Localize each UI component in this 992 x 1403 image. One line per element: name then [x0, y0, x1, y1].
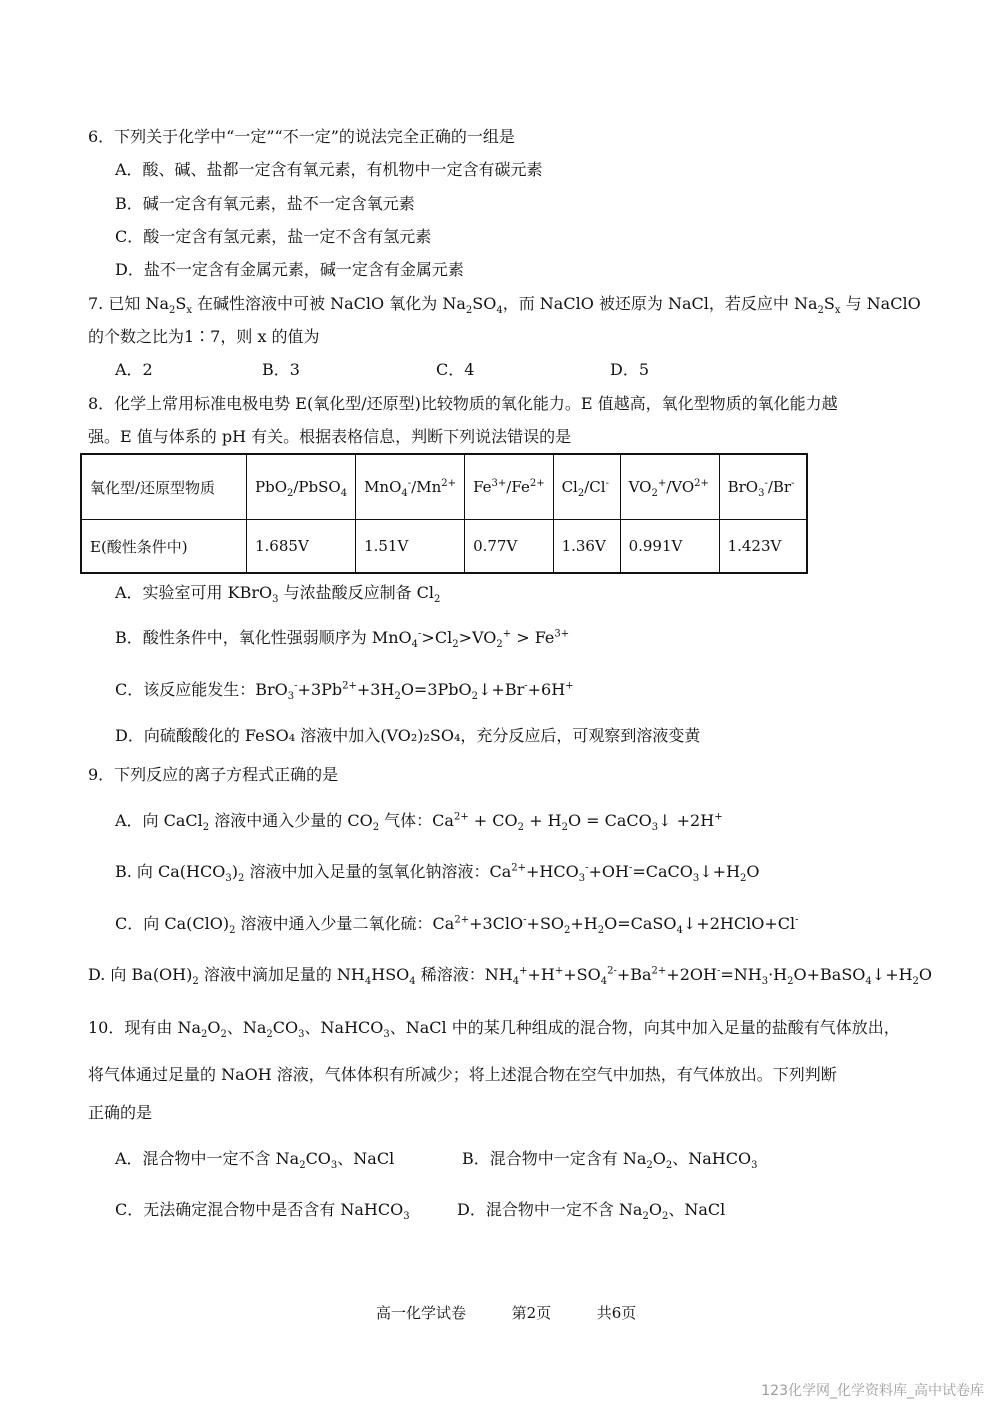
footer-subject: 高一化学试卷 [376, 1304, 467, 1322]
q8-option-c: C．该反应能发生：$BrO_3^-+3Pb^{2+}+3H_2O=3PbO_2↓+Br^-+6H^+$ [115, 680, 574, 703]
table-header-bro3: BrO$_3$-/Br- [719, 454, 807, 520]
q9-stem: 9．下列反应的离子方程式正确的是 [88, 765, 339, 784]
page-footer [376, 1302, 636, 1323]
table-cell: 1.51V [356, 520, 465, 574]
table-header-mno4: $MnO_4^-/Mn^{2+}$ [356, 454, 465, 520]
q10-option-b: B．混合物中一定含有 $Na_2O_2$、NaHCO$_3$ [462, 1149, 758, 1172]
q8-stem-line1: 8．化学上常用标准电极电势 E(氧化型/还原型)比较物质的氧化能力。E 值越高，氧化型物质的氧化能力越 [88, 394, 838, 413]
table-row-label: E(酸性条件中) [81, 520, 247, 574]
table-header-pbo2: PbO$_2$/PbSO$_4$ [247, 454, 356, 520]
q6-option-d: D．盐不一定含有金属元素，碱一定含有金属元素 [115, 260, 464, 279]
q10-stem-line3: 正确的是 [88, 1103, 153, 1122]
footer-page-number: 第2页 [511, 1304, 552, 1322]
q10-option-c: C．无法确定混合物中是否含有 NaHCO$_3$ [115, 1200, 410, 1223]
q10-option-d: D．混合物中一定不含 $Na_2O_2$、NaCl [457, 1200, 726, 1223]
q7-option-b: B．3 [262, 360, 300, 379]
q7-option-a: A．2 [115, 360, 153, 379]
table-cell: 1.423V [719, 520, 807, 574]
q7-option-d: D．5 [610, 360, 650, 379]
q7-option-c: C．4 [436, 360, 475, 379]
q6-option-b: B．碱一定含有氧元素，盐不一定含氧元素 [115, 194, 415, 213]
table-cell: 0.77V [465, 520, 554, 574]
q8-option-d: D．向硫酸酸化的 FeSO₄ 溶液中加入(VO₂)₂SO₄，充分反应后，可观察到溶液变黄 [115, 726, 701, 745]
q6-stem: 6．下列关于化学中“一定”“不一定”的说法完全正确的一组是 [88, 127, 515, 146]
q9-option-c: C．向 $Ca(ClO)_2$ 溶液中通入少量二氧化硫：$Ca^{2+}+3ClO^-+SO_2+H_2O=CaSO_4↓+2HClO+Cl^-$ [115, 914, 799, 937]
table-header-cl2: $Cl_2/Cl^-$ [553, 454, 620, 520]
q8-option-a: A．实验室可用 KBrO$_3$ 与浓盐酸反应制备 $Cl_2$ [115, 583, 441, 606]
q7-stem-line2: 的个数之比为1∶7，则 x 的值为 [88, 327, 320, 346]
table-cell: 0.991V [620, 520, 719, 574]
q8-option-b: B．酸性条件中，氧化性强弱顺序为 $MnO_4^->Cl_2>VO_2^+ > Fe^{3+}$ [115, 628, 570, 651]
table-header-vo2: $VO_2^+/VO^{2+}$ [620, 454, 719, 520]
table-cell: 1.685V [247, 520, 356, 574]
q6-option-a: A．酸、碱、盐都一定含有氧元素，有机物中一定含有碳元素 [115, 160, 543, 179]
table-header-fe: $Fe^{3+}/Fe^{2+}$ [465, 454, 554, 520]
q7-stem-line1: 7. 已知 $Na_2S_x$ 在碱性溶液中可被 NaClO 氧化为 $Na_2SO_4$，而 NaClO 被还原为 NaCl，若反应中 $Na_2S_x$ 与 NaClO [88, 294, 921, 317]
q10-stem-line1: 10．现有由 $Na_2O_2$、$Na_2CO_3$、NaHCO$_3$、NaCl 中的某几种组成的混合物，向其中加入足量的盐酸有气体放出， [88, 1018, 900, 1041]
q9-option-b: B. 向 $Ca(HCO_3)_2$ 溶液中加入足量的氢氧化钠溶液：$Ca^{2+}+HCO_3^-+OH^-=CaCO_3↓+H_2O$ [115, 862, 760, 885]
q10-stem-line2: 将气体通过足量的 NaOH 溶液，气体体积有所减少；将上述混合物在空气中加热，有气体放出。下列判断 [88, 1065, 837, 1084]
watermark-text: 123化学网_化学资料库_高中试卷库 [761, 1383, 984, 1399]
q10-option-a: A．混合物中一定不含 $Na_2CO_3$、NaCl [115, 1149, 395, 1172]
footer-page-total: 共6页 [596, 1304, 637, 1322]
electrode-potential-table [80, 453, 808, 574]
table-header-label: 氧化型/还原型物质 [81, 454, 247, 520]
q8-stem-line2: 强。E 值与体系的 pH 有关。根据表格信息，判断下列说法错误的是 [88, 427, 572, 446]
q9-option-d: D. 向 $Ba(OH)_2$ 溶液中滴加足量的 $NH_4HSO_4$ 稀溶液：$NH_4^++H^++SO_4^{2-}+Ba^{2+}+2OH^-=NH_3\cdot H_2O+BaSO_4↓+H_2O$ [88, 965, 933, 988]
table-cell: 1.36V [553, 520, 620, 574]
q9-option-a: A．向 CaCl$_2$ 溶液中通入少量的 $CO_2$ 气体：$Ca^{2+} + CO_2 + H_2O$ = CaCO$_3$↓ +2H+ [115, 811, 723, 834]
q6-option-c: C．酸一定含有氢元素，盐一定不含有氢元素 [115, 227, 432, 246]
